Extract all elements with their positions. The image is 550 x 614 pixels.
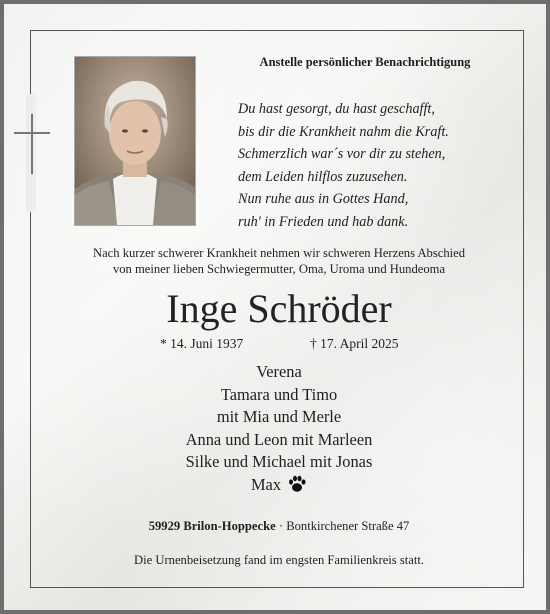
poem-line: dem Leiden hilflos zuzusehen. (238, 168, 408, 185)
paw-icon (287, 474, 307, 494)
mourners-list (38, 361, 520, 497)
mourner-line: mit Mia und Merle (216, 407, 342, 427)
death-date: † 17. April 2025 (310, 336, 399, 351)
address-street: Bontkirchener Straße 47 (286, 519, 410, 533)
mourner-line: Tamara und Timo (220, 384, 338, 404)
poem (238, 98, 508, 233)
announcement-line: Nach kurzer schwerer Krankheit nehmen wir schweren Herzens Abschied (92, 246, 466, 260)
poem-line: ruh' in Frieden und hab dank. (238, 213, 409, 230)
address (38, 519, 520, 534)
poem-line: Schmerzlich war´s vor dir zu stehen, (238, 146, 446, 162)
deceased-name: Inge Schröder (166, 286, 392, 331)
poem-line: Du hast gesorgt, du hast geschafft, (238, 101, 435, 117)
mourner-line: Silke und Michael mit Jonas (185, 452, 373, 472)
birth-date: * 14. Juni 1937 (160, 336, 244, 351)
address-city: 59929 Brilon-Hoppecke (148, 519, 276, 533)
mourner-line: Verena (256, 362, 302, 381)
cross-icon (14, 114, 50, 174)
mourner-line-pet (38, 474, 520, 497)
address-separator: · (278, 519, 284, 533)
poem-line: bis dir die Krankheit nahm die Kraft. (238, 123, 449, 140)
closing-note: Die Urnenbeisetzung fand im engsten Familienkreis statt. (134, 553, 424, 567)
announcement-line: von meiner lieben Schwiegermutter, Oma, Uroma und Hundeoma (112, 261, 446, 276)
intro-heading: Anstelle persönlicher Benachrichtigung (259, 55, 471, 69)
obituary-sheet (4, 4, 546, 610)
mourner-line: Anna und Leon mit Marleen (185, 429, 373, 449)
pet-name: Max (250, 474, 282, 494)
announcement (38, 246, 520, 277)
poem-line: Nun ruhe aus in Gottes Hand, (238, 191, 409, 207)
portrait-photo (74, 56, 196, 226)
